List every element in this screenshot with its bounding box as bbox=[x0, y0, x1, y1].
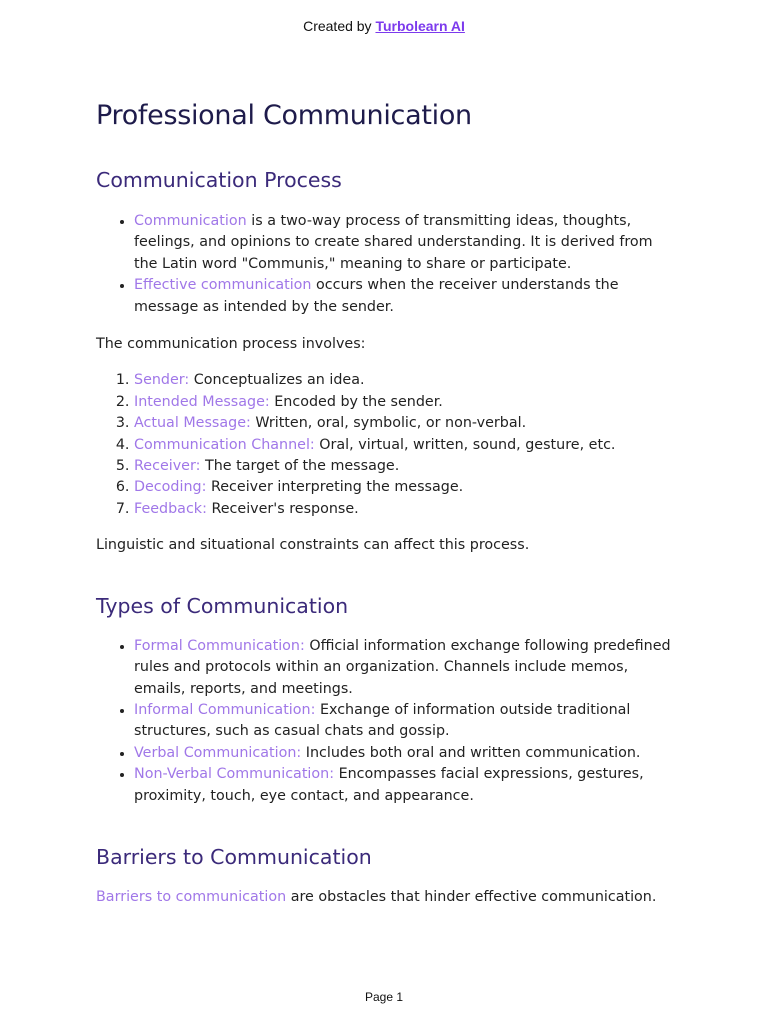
list-item bbox=[134, 499, 676, 520]
list-item bbox=[134, 392, 676, 413]
list-item bbox=[134, 413, 676, 434]
communication-bullet-list bbox=[96, 211, 676, 318]
list-item bbox=[134, 743, 676, 764]
item-text: Written, oral, symbolic, or non-verbal. bbox=[250, 415, 527, 432]
term-highlight: Verbal Communication: bbox=[134, 744, 302, 761]
item-text: Receiver's response. bbox=[206, 500, 359, 517]
page-title: Professional Communication bbox=[96, 100, 472, 131]
item-text: Encoded by the sender. bbox=[269, 393, 443, 410]
document-header bbox=[0, 18, 768, 34]
term-highlight: Barriers to communication bbox=[96, 888, 287, 905]
item-text: Exchange of information outside traditional structures, such as casual chats and gossip. bbox=[134, 701, 631, 740]
item-text: Official information exchange following predefined rules and protocols within an organization. Channels include memos, emails, reports, and meetings. bbox=[134, 637, 671, 697]
list-item bbox=[134, 370, 676, 391]
term-highlight: Non-Verbal Communication: bbox=[134, 766, 335, 783]
list-item bbox=[134, 456, 676, 477]
item-text: Oral, virtual, written, sound, gesture, etc. bbox=[314, 436, 616, 453]
term-highlight: Sender: bbox=[134, 372, 190, 389]
term-highlight: Effective communication bbox=[134, 277, 312, 294]
term-highlight: Communication Channel: bbox=[134, 436, 315, 453]
list-item bbox=[134, 275, 676, 318]
term-highlight: Decoding: bbox=[134, 479, 207, 496]
list-item bbox=[134, 477, 676, 498]
term-highlight: Receiver: bbox=[134, 458, 201, 475]
list-item bbox=[134, 435, 676, 456]
list-item bbox=[134, 764, 676, 807]
item-text: Includes both oral and written communication. bbox=[301, 744, 641, 761]
turbolearn-link[interactable]: Turbolearn AI bbox=[375, 18, 465, 34]
term-highlight: Informal Communication: bbox=[134, 701, 316, 718]
list-item bbox=[134, 700, 676, 743]
section-heading-barriers: Barriers to Communication bbox=[96, 844, 372, 869]
item-text: is a two-way process of transmitting ideas, thoughts, feelings, and opinions to create shared understanding. It is derived from the Latin word "Communis," meaning to share or participate. bbox=[134, 213, 653, 272]
term-highlight: Intended Message: bbox=[134, 393, 270, 410]
types-bullet-list bbox=[96, 636, 676, 807]
item-text: occurs when the receiver understands the message as intended by the sender. bbox=[134, 277, 619, 315]
list-item bbox=[134, 636, 676, 700]
item-text: Conceptualizes an idea. bbox=[189, 372, 365, 389]
section-heading-communication-process: Communication Process bbox=[96, 168, 342, 192]
section-heading-types-of-communication: Types of Communication bbox=[96, 593, 349, 618]
page-number: Page 1 bbox=[364, 990, 404, 1004]
list-item bbox=[134, 211, 676, 275]
process-intro-paragraph: The communication process involves: bbox=[96, 336, 366, 353]
term-highlight: Formal Communication: bbox=[134, 637, 305, 654]
item-text: Receiver interpreting the message. bbox=[206, 479, 464, 496]
term-highlight: Communication bbox=[134, 213, 247, 229]
barriers-paragraph bbox=[96, 887, 676, 908]
term-highlight: Feedback: bbox=[134, 500, 207, 517]
item-text: Encompasses facial expressions, gestures, proximity, touch, eye contact, and appearance. bbox=[134, 766, 644, 804]
term-highlight: Actual Message: bbox=[134, 415, 251, 432]
document-content bbox=[96, 96, 676, 908]
item-text: are obstacles that hinder effective communication. bbox=[286, 888, 657, 905]
constraints-paragraph: Linguistic and situational constraints can affect this process. bbox=[96, 537, 530, 554]
item-text: The target of the message. bbox=[200, 458, 400, 475]
created-by-label: Created by bbox=[303, 18, 376, 34]
process-steps-list bbox=[96, 370, 676, 520]
